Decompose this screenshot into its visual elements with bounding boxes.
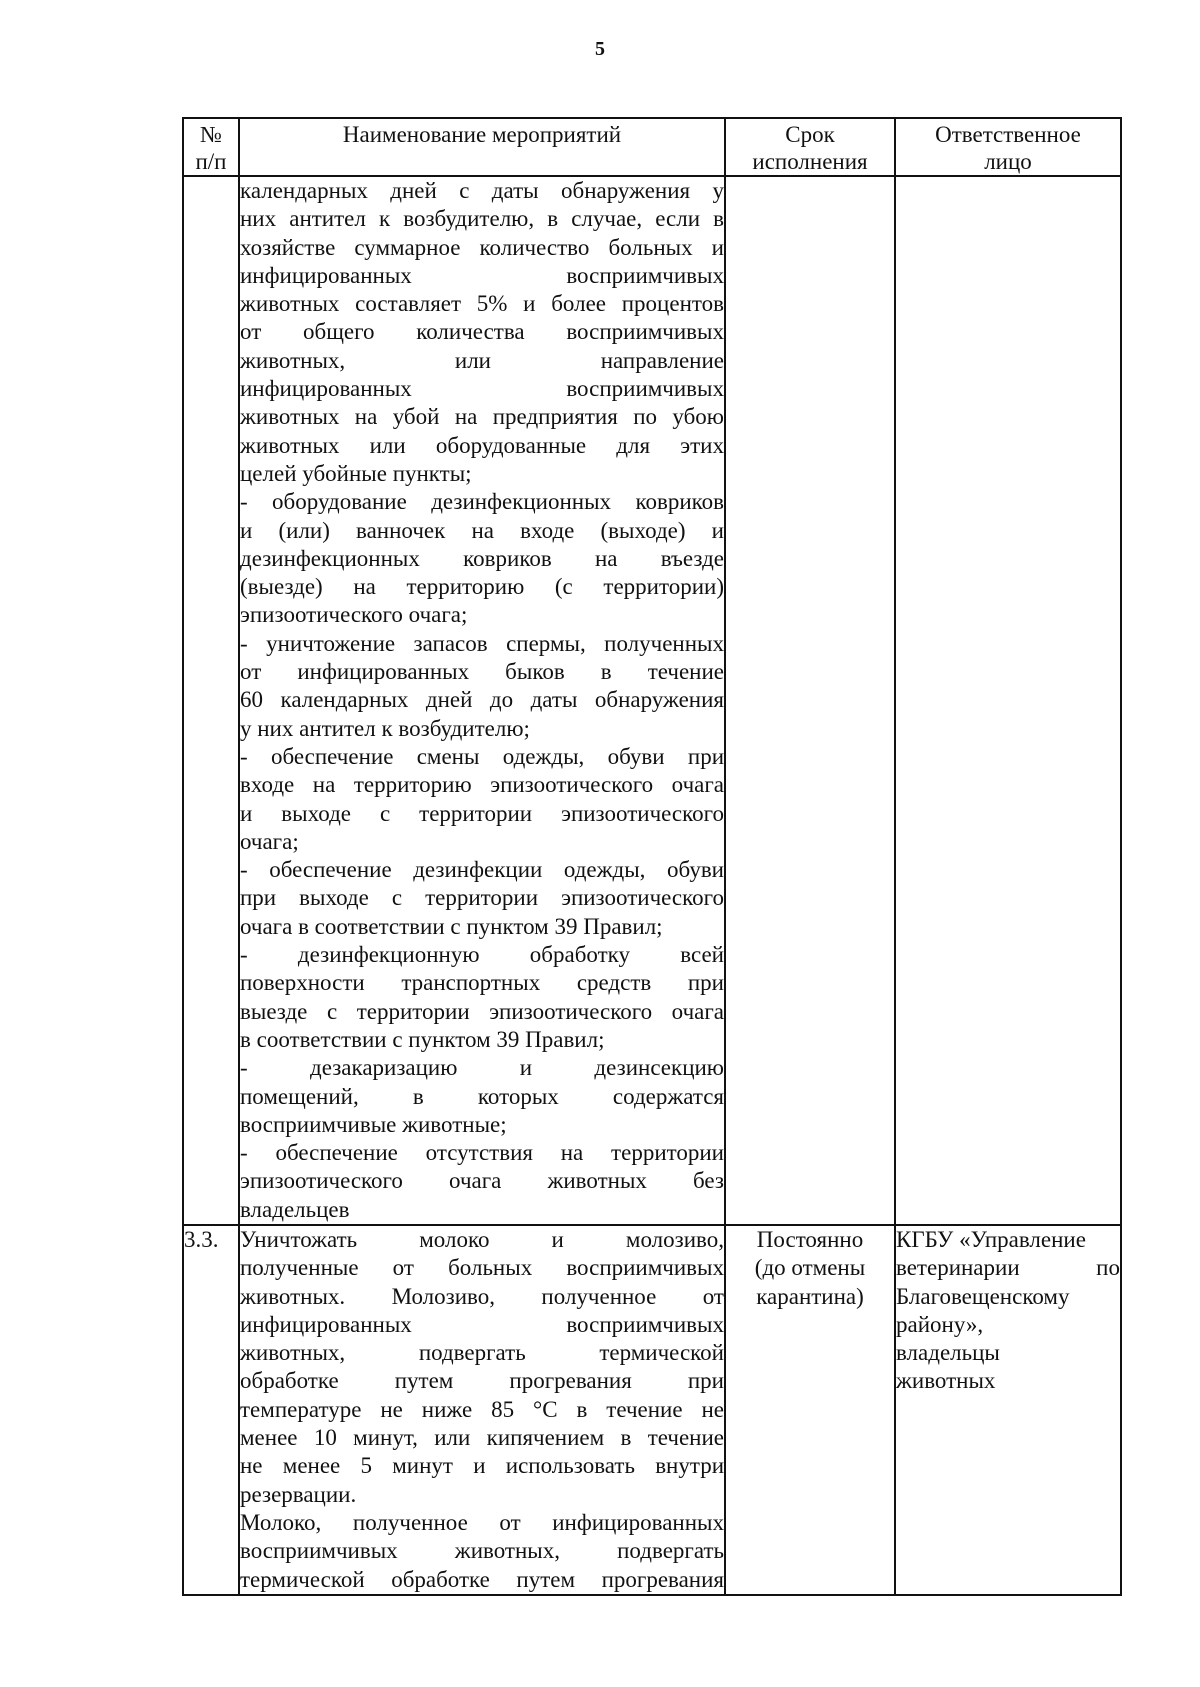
term-text-line: (до отмены [754,1255,866,1281]
header-name [239,118,725,176]
measure-text-line: резервации. [240,1481,357,1507]
responsible-text-line: ветеринарии по [896,1255,1120,1281]
measure-text-line: и (или) ванночек на входе (выходе) и [240,517,724,543]
header-num-line-2: п/п [195,149,227,174]
header-responsible [895,118,1121,176]
header-num-line-1: № [200,122,222,147]
measure-text-cell [239,1225,725,1595]
measure-text-line: - обеспечение дезинфекции одежды, обуви [240,857,724,883]
measure-text-line: от инфицированных быков в течение [240,659,724,685]
measure-text-line: очага; [240,828,299,854]
measure-text-line: - уничтожение запасов спермы, полученных [240,630,724,656]
table-row [183,176,1121,1225]
measure-text-line: температуре не ниже 85 °C в течение не [240,1396,724,1422]
term-text-line: карантина) [756,1283,864,1309]
measure-text-line: - обеспечение отсутствия на территории [240,1140,724,1166]
measure-text-line: инфицированных восприимчивых [240,262,724,288]
measure-text-line: - дезинфекционную обработку всей [240,942,724,968]
measure-text-line: животных на убой на предприятия по убою [240,404,724,430]
measure-text-line: животных, или направление [240,347,724,373]
measure-text-line: - обеспечение смены одежды, обуви при [240,743,724,769]
measure-text-line: термической обработке путем прогревания [240,1566,724,1592]
measure-text-line: полученные от больных восприимчивых [240,1255,724,1281]
measure-text-line: животных, подвергать термической [240,1340,724,1366]
measure-text-line: поверхности транспортных средств при [240,970,724,996]
header-num [183,118,239,176]
measure-text-line: - дезакаризацию и дезинсекцию [240,1055,724,1081]
measure-text-line: Молоко, полученное от инфицированных [240,1509,724,1535]
measure-text-line: восприимчивых животных, подвергать [240,1538,724,1564]
measure-text-line: от общего количества восприимчивых [240,319,724,345]
header-name-text: Наименование мероприятий [342,122,622,147]
header-responsible-line-2: лицо [984,149,1032,174]
responsible-text-line: району», [896,1311,984,1337]
responsible-cell [895,1225,1121,1595]
measure-text-line: не менее 5 минут и использовать внутри [240,1453,724,1479]
table-row [183,1225,1121,1595]
header-responsible-line-1: Ответственное [935,122,1081,147]
term-cell [725,176,895,1225]
measure-text-line: очага в соответствии с пунктом 39 Правил; [240,913,663,939]
measure-text-line: эпизоотического очага; [240,602,468,628]
measures-table [182,117,1122,1596]
table-header-row [183,118,1121,176]
measure-text-line: животных или оборудованные для этих [240,432,724,458]
measure-text-line: выезде с территории эпизоотического очага [240,998,724,1024]
measure-text-line: у них антител к возбудителю; [240,715,530,741]
measure-text-line: животных. Молозиво, полученное от [240,1283,724,1309]
measure-text-line: (выезде) на территорию (с территории) [240,574,724,600]
measure-text-line: животных составляет 5% и более процентов [240,291,724,317]
term-cell [725,1225,895,1595]
row-num-cell: 3.3. [183,1225,239,1595]
measure-text-line: менее 10 минут, или кипячением в течение [240,1425,724,1451]
header-term [725,118,895,176]
responsible-text-line: КГБУ «Управление [896,1226,1086,1252]
responsible-text-line: Благовещенскому [896,1283,1070,1309]
measure-text-line: эпизоотического очага животных без [240,1168,724,1194]
measure-text-line: в соответствии с пунктом 39 Правил; [240,1026,605,1052]
measure-text-line: дезинфекционных ковриков на въезде [240,545,724,571]
header-term-line-1: Срок [785,122,835,147]
row-num-cell [183,176,239,1225]
measure-text-line: владельцев [240,1196,350,1222]
responsible-text-line: животных [896,1368,996,1394]
measure-text-line: инфицированных восприимчивых [240,1311,724,1337]
measure-text-line: календарных дней с даты обнаружения у [240,178,724,203]
measure-text-line: 60 календарных дней до даты обнаружения [240,687,724,713]
measure-text-line: хозяйстве суммарное количество больных и [240,234,724,260]
measure-text-line: - оборудование дезинфекционных ковриков [240,489,724,515]
measure-text-cell [239,176,725,1225]
measure-text-line: при выходе с территории эпизоотического [240,885,724,911]
measure-text-line: инфицированных восприимчивых [240,376,724,402]
measure-text-line: входе на территорию эпизоотического очага [240,772,724,798]
measure-text-line: целей убойные пункты; [240,460,472,486]
measure-text-line: обработке путем прогревания при [240,1368,724,1394]
responsible-cell [895,176,1121,1225]
responsible-text-line: владельцы [896,1340,1000,1366]
measure-text-line: Уничтожать молоко и молозиво, [240,1226,724,1252]
page-number: 5 [595,38,605,60]
measure-text-line: восприимчивые животные; [240,1111,507,1137]
term-text-line: Постоянно [756,1226,864,1252]
measure-text-line: них антител к возбудителю, в случае, если в [240,206,724,232]
measure-text-line: помещений, в которых содержатся [240,1083,724,1109]
measure-text-line: и выходе с территории эпизоотического [240,800,724,826]
header-term-line-2: исполнения [752,149,868,174]
